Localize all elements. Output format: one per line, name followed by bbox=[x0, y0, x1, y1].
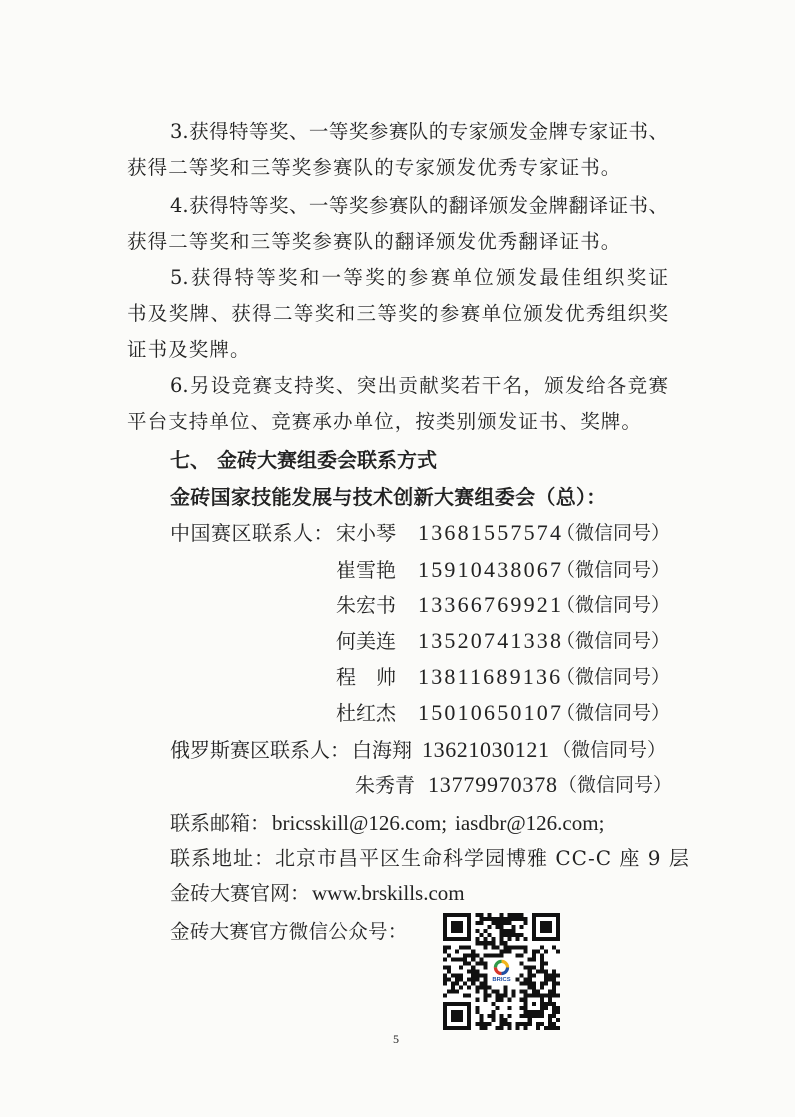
contact-phone: 15910438067 bbox=[418, 557, 564, 582]
contact-phone: 15010650107 bbox=[418, 700, 564, 725]
contact-name: 何美连 bbox=[336, 629, 396, 653]
contact-note: （微信同号） bbox=[556, 666, 671, 688]
contact-name: 朱秀青 bbox=[355, 773, 415, 797]
wechat-qr-code bbox=[443, 913, 560, 1030]
body-line-award-3b: 获得二等奖和三等奖参赛队的专家颁发优秀专家证书。 bbox=[127, 156, 622, 179]
page-number: 5 bbox=[393, 1032, 399, 1046]
website-label: 金砖大赛官网： bbox=[170, 881, 310, 905]
wechat-label: 金砖大赛官方微信公众号： bbox=[170, 920, 408, 943]
contact-phone: 13366769921 bbox=[418, 592, 564, 617]
body-line-award-5a: 5.获得特等奖和一等奖的参赛单位颁发最佳组织奖证 bbox=[170, 266, 668, 289]
contact-note: （微信同号） bbox=[556, 702, 671, 724]
contact-name: 朱宏书 bbox=[336, 593, 396, 617]
body-line-award-6a: 6.另设竞赛支持奖、突出贡献奖若干名，颁发给各竞赛 bbox=[170, 374, 668, 397]
body-line-award-5c: 证书及奖牌。 bbox=[127, 338, 251, 361]
contact-name: 白海翔 bbox=[352, 738, 412, 762]
brics-logo bbox=[488, 958, 515, 985]
contact-note: （微信同号） bbox=[556, 559, 671, 581]
body-line-award-4a: 4.获得特等奖、一等奖参赛队的翻译颁发金牌翻译证书、 bbox=[170, 194, 668, 217]
contact-phone: 13811689136 bbox=[418, 664, 563, 689]
committee-title: 金砖国家技能发展与技术创新大赛组委会（总）： bbox=[170, 485, 607, 509]
contact-note: （微信同号） bbox=[552, 739, 667, 761]
contact-note: （微信同号） bbox=[556, 594, 671, 616]
contact-phone: 13779970378 bbox=[428, 772, 558, 797]
section-heading: 七、 金砖大赛组委会联系方式 bbox=[170, 448, 437, 472]
china-contact-label: 中国赛区联系人： bbox=[170, 521, 334, 545]
email-address-secondary: iasdbr@126.com; bbox=[455, 811, 605, 835]
body-line-award-4b: 获得二等奖和三等奖参赛队的翻译颁发优秀翻译证书。 bbox=[127, 230, 622, 253]
contact-phone: 13520741338 bbox=[418, 628, 564, 653]
contact-note: （微信同号） bbox=[556, 522, 671, 544]
contact-note: （微信同号） bbox=[558, 774, 673, 796]
contact-name: 杜红杰 bbox=[336, 701, 396, 725]
contact-name: 崔雪艳 bbox=[336, 558, 396, 582]
contact-name: 宋小琴 bbox=[336, 521, 396, 545]
email-address-primary: bricsskill@126.com; bbox=[272, 811, 448, 835]
contact-phone: 13681557574 bbox=[418, 520, 564, 545]
logo-text: BRICS bbox=[492, 977, 511, 984]
address-row bbox=[170, 846, 690, 870]
russia-contact-label: 俄罗斯赛区联系人： bbox=[170, 738, 350, 762]
body-line-award-3a: 3.获得特等奖、一等奖参赛队的专家颁发金牌专家证书、 bbox=[170, 120, 668, 143]
body-line-award-6b: 平台支持单位、竞赛承办单位，按类别颁发证书、奖牌。 bbox=[127, 410, 643, 433]
website-url: www.brskills.com bbox=[312, 881, 465, 905]
contact-phone: 13621030121 bbox=[422, 737, 550, 762]
contact-name: 程 帅 bbox=[336, 665, 396, 689]
contact-note: （微信同号） bbox=[556, 630, 671, 652]
email-label: 联系邮箱： bbox=[170, 811, 270, 835]
body-line-award-5b: 书及奖牌、获得二等奖和三等奖的参赛单位颁发优秀组织奖 bbox=[127, 302, 668, 325]
address-label: 联系地址： bbox=[170, 846, 275, 870]
address-value: 北京市昌平区生命科学园博雅 CC-C 座 9 层 bbox=[275, 846, 690, 870]
